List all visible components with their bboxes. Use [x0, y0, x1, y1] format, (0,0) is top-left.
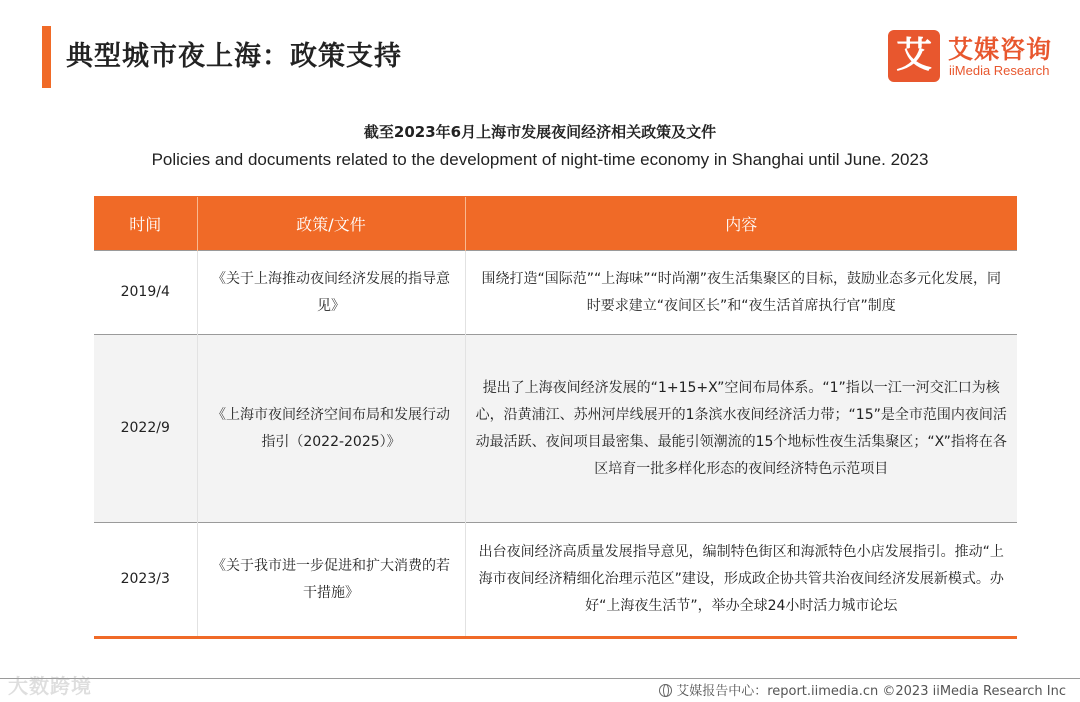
header-policy: 政策/文件 — [197, 197, 465, 251]
table-row — [94, 523, 1017, 638]
table-header-row — [94, 197, 1017, 251]
cell-policy: 《关于上海推动夜间经济发展的指导意见》 — [197, 251, 465, 335]
globe-icon — [659, 684, 672, 697]
cell-content: 围绕打造“国际范”“上海味”“时尚潮”夜生活集聚区的目标，鼓励业态多元化发展，同时要求建立“夜间区长”和“夜生活首席执行官”制度 — [465, 251, 1017, 335]
footer-divider — [0, 678, 1080, 679]
cell-time: 2023/3 — [94, 523, 197, 638]
cell-time: 2019/4 — [94, 251, 197, 335]
cell-time: 2022/9 — [94, 335, 197, 523]
footer-source — [659, 680, 1066, 699]
iimedia-logo — [888, 30, 1064, 84]
cell-policy: 《关于我市进一步促进和扩大消费的若干措施》 — [197, 523, 465, 638]
table-title-en: Policies and documents related to the development of night-time economy in Shanghai until June. 2023 — [151, 150, 929, 169]
logo-cn-text: 艾媒咨询 — [948, 35, 1053, 64]
cell-policy: 《上海市夜间经济空间布局和发展行动指引（2022-2025）》 — [197, 335, 465, 523]
logo-mark: 艾 — [888, 30, 940, 82]
logo-en-text: iiMedia Research — [949, 63, 1050, 78]
table-title-cn: 截至2023年6月上海市发展夜间经济相关政策及文件 — [363, 123, 717, 141]
footer-source-text[interactable]: 艾媒报告中心：report.iimedia.cn ©2023 iiMedia Research Inc — [676, 684, 1066, 699]
header-time: 时间 — [94, 197, 197, 251]
table-row — [94, 335, 1017, 523]
cell-content: 提出了上海夜间经济发展的“1+15+X”空间布局体系。“1”指以一江一河交汇口为核心，沿黄浦江、苏州河岸线展开的1条滨水夜间经济活力带；“15”是全市范围内夜间活动最活跃、夜间项目最密集、最能引领潮流的15个地标性夜生活集聚区；“X”指将在各区培育一批多样化形态的夜间经济特色示范项目 — [465, 335, 1017, 523]
cell-content: 出台夜间经济高质量发展指导意见，编制特色街区和海派特色小店发展指引。推动“上海市夜间经济精细化治理示范区”建设，形成政企协共管共治夜间经济发展新模式。办好“上海夜生活节”，举办全球24小时活力城市论坛 — [465, 523, 1017, 638]
title-accent-bar — [42, 26, 51, 88]
table-row — [94, 251, 1017, 335]
watermark: 大数跨境 — [8, 674, 92, 698]
header-content: 内容 — [465, 197, 1017, 251]
page-title: 典型城市夜上海：政策支持 — [66, 41, 402, 72]
policy-table — [94, 196, 1017, 639]
